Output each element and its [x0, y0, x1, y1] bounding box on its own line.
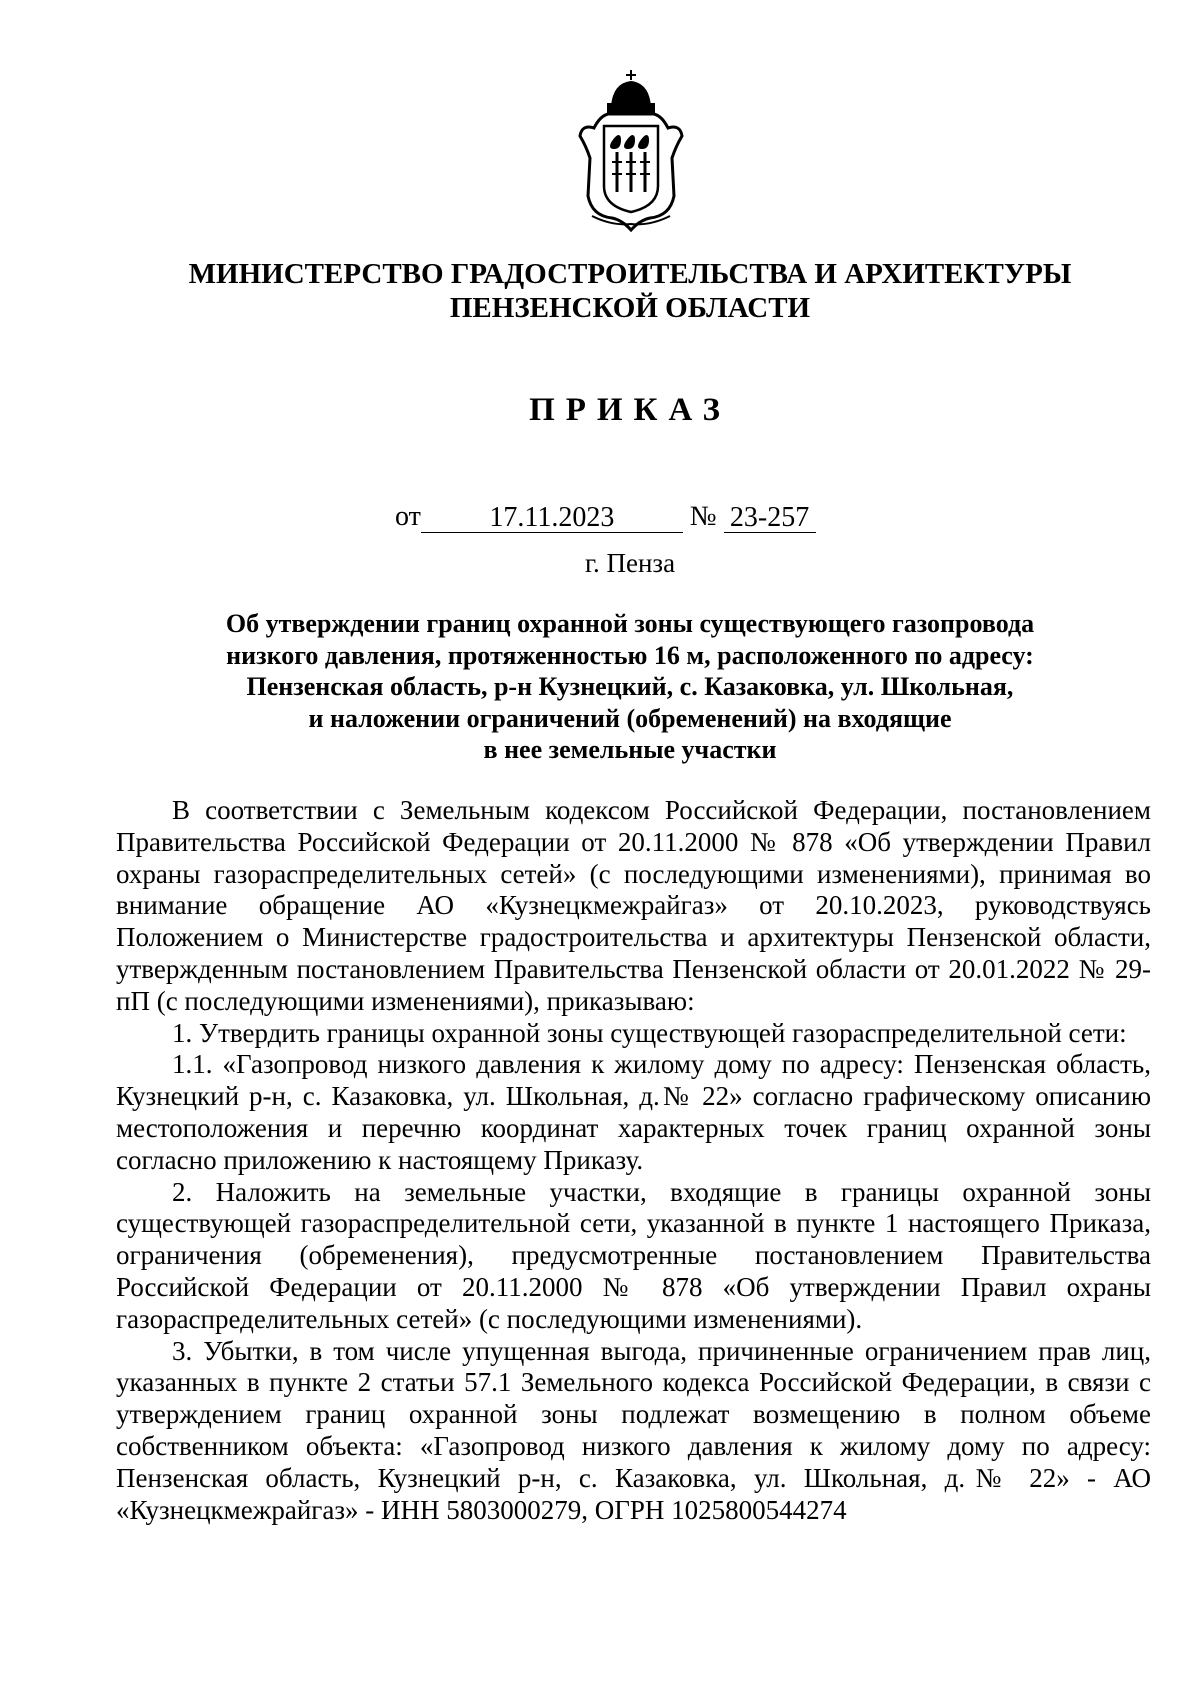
ministry-name: [100, 257, 1160, 325]
number-sign: №: [689, 501, 717, 532]
order-body: [116, 795, 1151, 1526]
order-item-1-1: 1.1. «Газопровод низкого давления к жилому дому по адресу: Пензенская область, Кузнецкий р-н, с. Казаковка, ул. Школьная, д.№ 22» согласно графическому описанию местоположения и перечню координат характерных точек границ охранной зоны согласно приложению к настоящему Приказу.: [116, 1049, 1151, 1175]
ministry-name-line2: ПЕНЗЕНСКОЙ ОБЛАСТИ: [449, 292, 811, 324]
document-type-title: ПРИКАЗ: [529, 392, 731, 428]
city-name: г. Пенза: [584, 548, 676, 578]
subject-line: и наложении ограничений (обременений) на входящие: [308, 703, 952, 733]
ministry-name-line1: МИНИСТЕРСТВО ГРАДОСТРОИТЕЛЬСТВА И АРХИТЕКТУРЫ: [188, 258, 1072, 290]
penza-region-coat-of-arms-icon: [572, 66, 690, 236]
order-item-1: 1. Утвердить границы охранной зоны существующей газораспределительной сети:: [172, 1017, 1127, 1048]
subject-line: Об утверждении границ охранной зоны существующего газопровода: [225, 609, 1035, 638]
order-number: 23-257: [724, 502, 816, 533]
preamble-paragraph: В соответствии с Земельным кодексом Российской Федерации, постановлением Правительства Российской Федерации от 20.11.2000 № 878 «Об утверждении Правил охраны газораспределительных сетей» (с последующими изменениями), принимая во внимание обращение АО «Кузнецкмежрайгаз» от 20.10.2023, руководствуясь Положением о Министерстве градостроительства и архитектуры Пензенской области, утвержденным постановлением Правительства Пензенской области от 20.01.2022 № 29-пП (с последующими изменениями), приказываю:: [116, 795, 1151, 1016]
order-date: 17.11.2023: [421, 502, 683, 533]
order-item-2: 2. Наложить на земельные участки, входящие в границы охранной зоны существующей газораспределительной сети, указанной в пункте 1 настоящего Приказа, ограничения (обременения), предусмотренные постановлением Правительства Российской Федерации от 20.11.2000 № 878 «Об утверждении Правил охраны газораспределительных сетей» (с последующими изменениями).: [116, 1176, 1151, 1334]
date-prefix: от: [395, 501, 421, 532]
subject-line: низкого давления, протяженностью 16 м, расположенного по адресу:: [226, 640, 1034, 670]
subject-line: Пензенская область, р-н Кузнецкий, с. Казаковка, ул. Школьная,: [246, 672, 1014, 701]
order-subject: [150, 608, 1110, 766]
subject-line: в нее земельные участки: [483, 735, 777, 764]
order-date-number-line: [395, 501, 816, 533]
order-item-3: 3. Убытки, в том числе упущенная выгода, причиненные ограничением прав лиц, указанных в пункте 2 статьи 57.1 Земельного кодекса Российской Федерации, в связи с утверждением границ охранной зоны подлежат возмещению в полном объеме собственником объекта: «Газопровод низкого давления к жилому дому по адресу: Пензенская область, Кузнецкий р-н, с. Казаковка, ул. Школьная, д.№ 22» - АО «Кузнецкмежрайгаз» - ИНН 5803000279, ОГРН 1025800544274: [116, 1335, 1151, 1525]
